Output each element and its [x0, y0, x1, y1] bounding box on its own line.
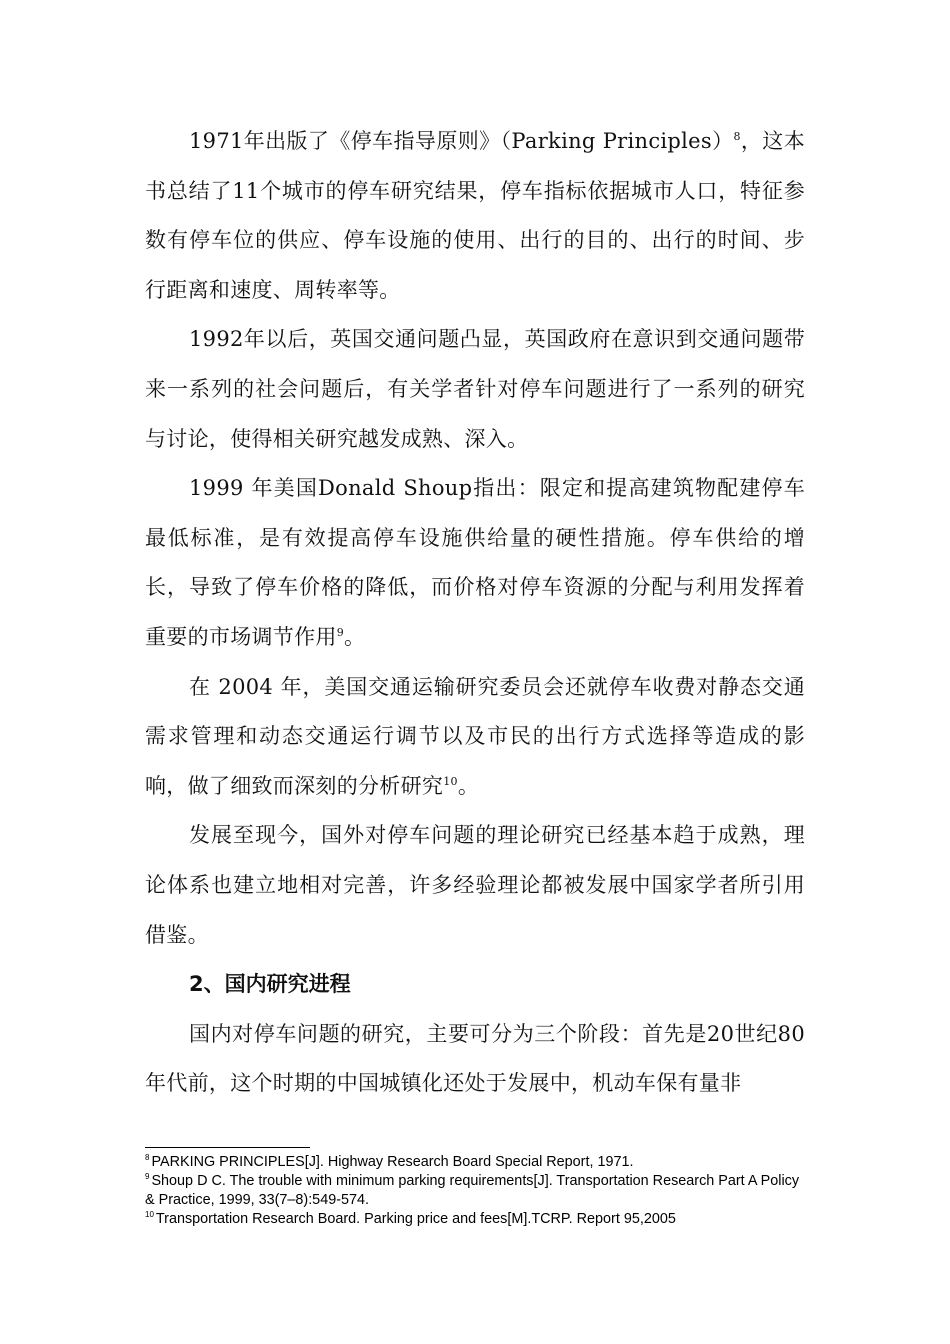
footnote-ref-10[interactable]: 10 — [443, 774, 458, 788]
footnote-9: $^9$ Shoup D C. The trouble with minimum parking requirements[J]. Transportation Research Part A Policy & Practice, 1999, 33(7–8):549-574. — [145, 1172, 800, 1208]
paragraph-1: 1971年出版了《停车指导原则》（Parking Principles）$^8$，这本书总结了11个城市的停车研究结果，停车指标依据城市人口，特征参数有停车位的供应、停车设施的使用、出行的目的、出行的时间、步行距离和速度、周转率等。 — [145, 129, 805, 302]
footnote-ref-8[interactable]: 8 — [733, 130, 741, 143]
section-heading: 2、国内研究进程 — [189, 972, 351, 997]
footnote-8: $^8$ PARKING PRINCIPLES[J]. Highway Research Board Special Report, 1971. — [145, 1153, 634, 1170]
paragraph-6: 国内对停车问题的研究，主要可分为三个阶段：首先是20世纪80年代前，这个时期的中国城镇化还处于发展中，机动车保有量非 — [145, 1021, 805, 1096]
paragraph-3: 1999 年美国Donald Shoup指出：限定和提高建筑物配建停车最低标准，是有效提高停车设施供给量的硬性措施。停车供给的增长，导致了停车价格的降低，而价格对停车资源的分配与利用发挥着重要的市场调节作用$^9$。 — [145, 476, 805, 649]
footnotes — [145, 1153, 805, 1229]
paragraph-5: 发展至现今，国外对停车问题的理论研究已经基本趋于成熟，理论体系也建立地相对完善，许多经验理论都被发展中国家学者所引用借鉴。 — [145, 823, 805, 947]
footnote-separator — [145, 1147, 310, 1148]
footnote-10: $^{10}$ Transportation Research Board. Parking price and fees[M].TCRP. Report 95,2005 — [145, 1210, 676, 1227]
paragraph-2: 1992年以后，英国交通问题凸显，英国政府在意识到交通问题带来一系列的社会问题后，有关学者针对停车问题进行了一系列的研究与讨论，使得相关研究越发成熟、深入。 — [145, 327, 805, 451]
footnote-ref-9[interactable]: 9 — [336, 625, 345, 639]
paragraph-4: 在 2004 年，美国交通运输研究委员会还就停车收费对静态交通需求管理和动态交通运行调节以及市民的出行方式选择等造成的影响，做了细致而深刻的分析研究$^{10}$。 — [145, 674, 805, 798]
body-text — [145, 117, 805, 1109]
